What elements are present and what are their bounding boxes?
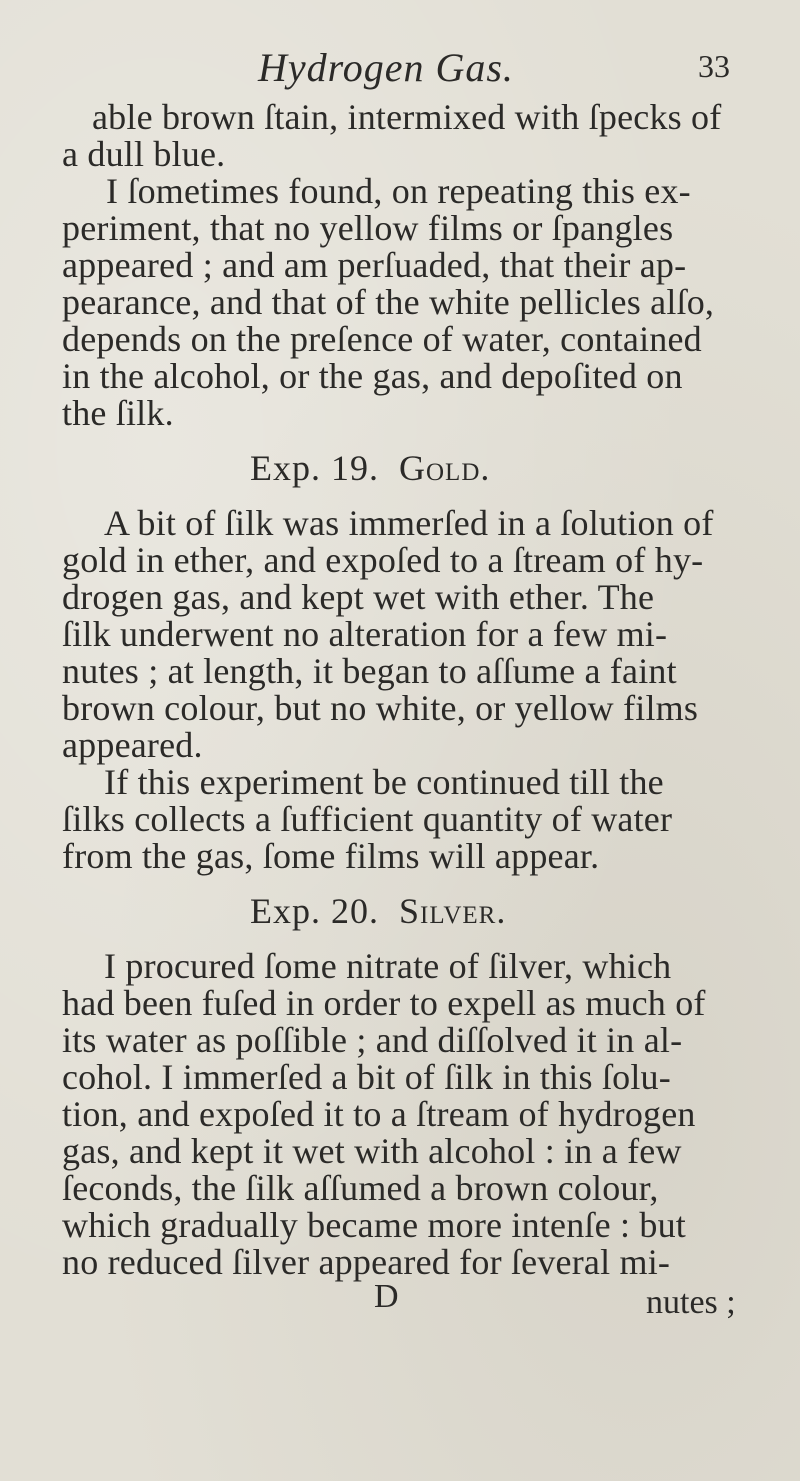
text-line: pearance, and that of the white pellicles alſo,	[62, 282, 715, 322]
heading-title: Silver.	[399, 891, 507, 931]
text-line: in the alcohol, or the gas, and depoſited on	[62, 356, 683, 396]
text-line: which gradually became more intenſe : but	[62, 1205, 686, 1245]
text-line: cohol. I immerſed a bit of ſilk in this ſolu-	[62, 1057, 671, 1097]
text-line: appeared.	[62, 725, 203, 765]
text-line: from the gas, ſome films will appear.	[62, 836, 600, 876]
text-line: brown colour, but no white, or yellow films	[62, 688, 699, 728]
heading-number: Exp. 19.	[250, 448, 379, 488]
text-line: ſeconds, the ſilk aſſumed a brown colour,	[62, 1168, 659, 1208]
catchword: nutes ;	[646, 1284, 736, 1321]
text-line: I procured ſome nitrate of ſilver, which	[104, 946, 672, 986]
section-heading-exp-20	[250, 890, 506, 932]
text-line: nutes ; at length, it began to aſſume a faint	[62, 651, 677, 691]
page-number: 33	[698, 48, 730, 84]
text-line: no reduced ſilver appeared for ſeveral mi-	[62, 1242, 671, 1282]
text-line: drogen gas, and kept wet with ether. The	[62, 577, 655, 617]
page-footer	[0, 1278, 800, 1322]
text-line: had been fuſed in order to expell as much of	[62, 983, 706, 1023]
heading-title: Gold.	[399, 448, 491, 488]
text-line: gold in ether, and expoſed to a ſtream of hy-	[62, 540, 704, 580]
text-line: A bit of ſilk was immerſed in a ſolution of	[104, 503, 714, 543]
text-line: periment, that no yellow films or ſpangles	[62, 208, 674, 248]
text-line: tion, and expoſed it to a ſtream of hydrogen	[62, 1094, 696, 1134]
page-header	[0, 44, 800, 94]
signature-mark: D	[374, 1278, 399, 1315]
text-line: ſilk underwent no alteration for a few mi-	[62, 614, 668, 654]
text-line: a dull blue.	[62, 134, 226, 174]
text-line: I ſometimes found, on repeating this ex-	[106, 171, 691, 211]
text-line: depends on the preſence of water, contained	[62, 319, 702, 359]
text-line: If this experiment be continued till the	[104, 762, 664, 802]
text-line: ſilks collects a ſufficient quantity of water	[62, 799, 673, 839]
section-heading-exp-19	[250, 447, 490, 489]
text-line: appeared ; and am perſuaded, that their ap-	[62, 245, 687, 285]
text-line: able brown ſtain, intermixed with ſpecks of	[92, 97, 722, 137]
text-line: gas, and kept it wet with alcohol : in a few	[62, 1131, 682, 1171]
running-head: Hydrogen Gas.	[258, 45, 514, 90]
text-line: its water as poſſible ; and diſſolved it in al-	[62, 1020, 683, 1060]
text-line: the ſilk.	[62, 393, 174, 433]
heading-number: Exp. 20.	[250, 891, 379, 931]
